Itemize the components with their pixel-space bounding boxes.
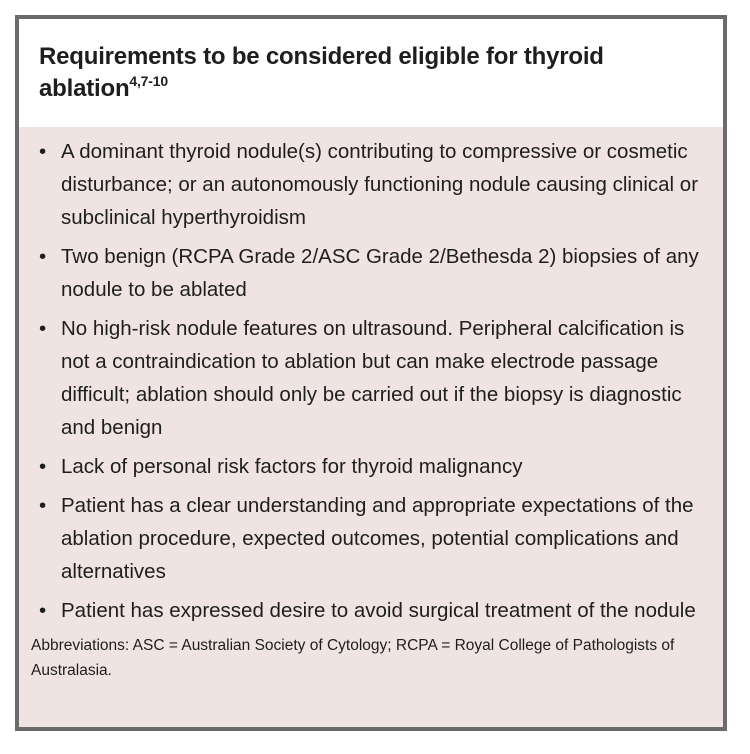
- requirement-item: [39, 240, 709, 306]
- requirement-item: [39, 312, 709, 444]
- requirements-list: [19, 127, 723, 627]
- title-references: 4,7-10: [129, 73, 168, 89]
- requirement-text: Patient has expressed desire to avoid surgical treatment of the nodule: [61, 599, 696, 622]
- box-title-text: Requirements to be considered eligible for thyroid ablation: [39, 43, 604, 102]
- requirement-text: A dominant thyroid nodule(s) contributing to compressive or cosmetic disturbance; or an autonomously functioning nodule causing clinical or subclinical hyperthyroidism: [61, 140, 699, 229]
- requirement-item: [39, 489, 709, 588]
- box-header: [19, 19, 723, 127]
- eligibility-box: [15, 15, 727, 731]
- requirement-text: No high-risk nodule features on ultrasound. Peripheral calcification is not a contraindication to ablation but can make electrode passage difficult; ablation should only be carried out if the biopsy is diagnostic and benign: [61, 317, 685, 439]
- requirement-item: [39, 594, 709, 627]
- abbreviations-footnote: Abbreviations: ASC = Australian Society of Cytology; RCPA = Royal College of Pathologists of Australasia.: [31, 637, 675, 679]
- bullet-icon: •: [39, 140, 47, 163]
- requirement-text: Patient has a clear understanding and appropriate expectations of the ablation procedure, expected outcomes, potential complications and alternatives: [61, 494, 694, 583]
- requirement-item: [39, 450, 709, 483]
- requirement-item: [39, 135, 709, 234]
- bullet-icon: •: [39, 494, 47, 517]
- bullet-icon: •: [39, 599, 47, 622]
- bullet-icon: •: [39, 245, 47, 268]
- box-title: [39, 41, 703, 105]
- requirement-text: Two benign (RCPA Grade 2/ASC Grade 2/Bethesda 2) biopsies of any nodule to be ablated: [61, 245, 699, 301]
- bullet-icon: •: [39, 455, 47, 478]
- requirement-text: Lack of personal risk factors for thyroid malignancy: [61, 455, 523, 478]
- bullet-icon: •: [39, 317, 47, 340]
